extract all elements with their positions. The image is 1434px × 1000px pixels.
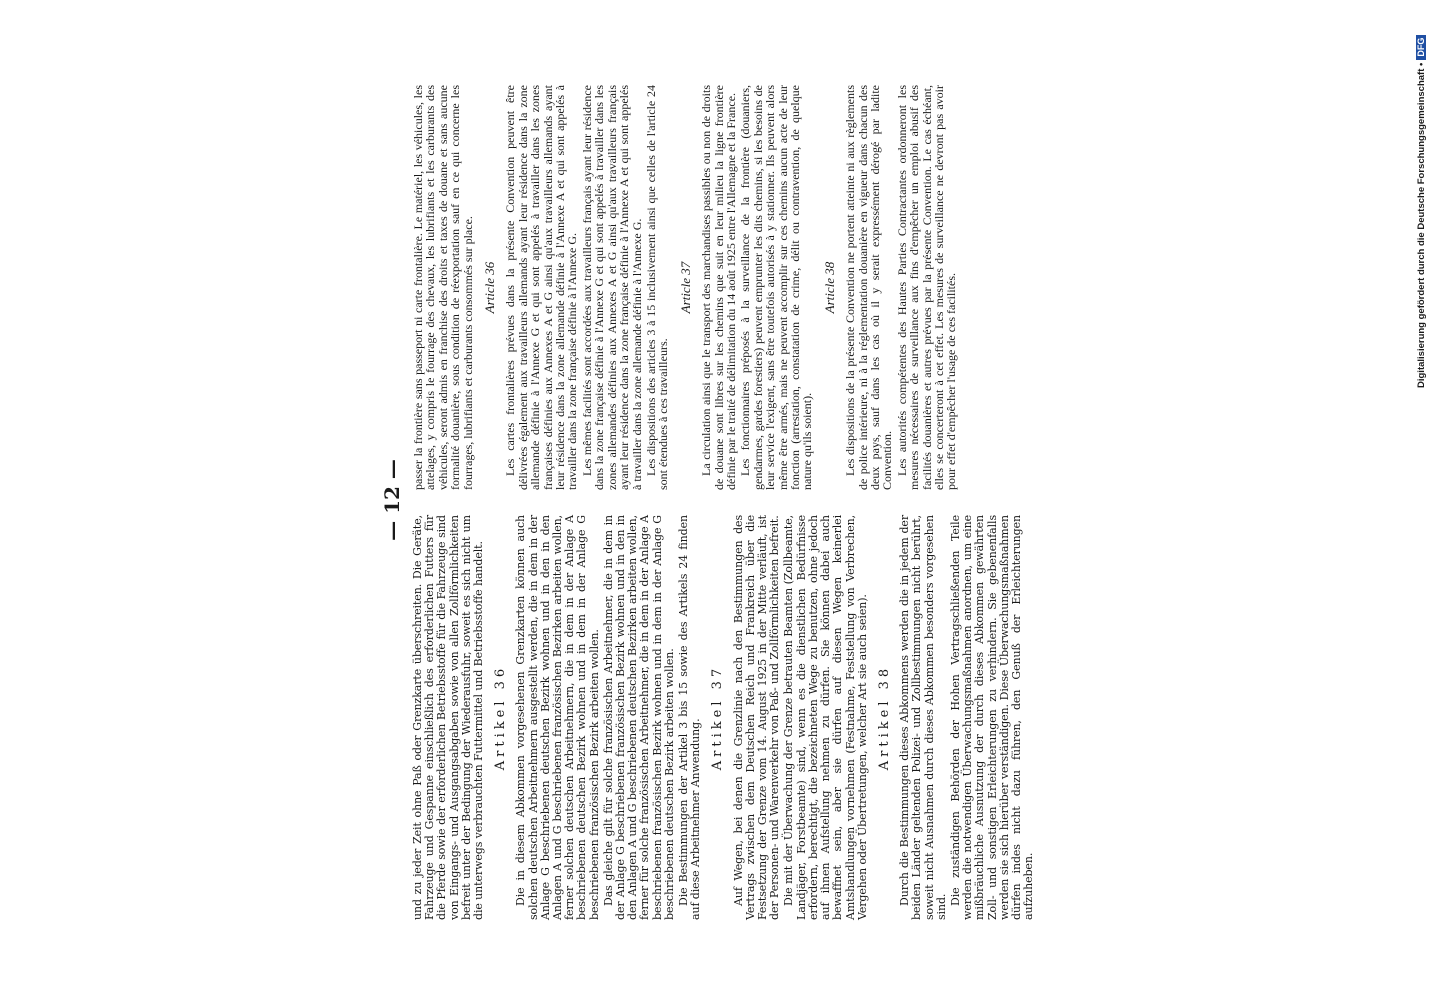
- french-article-36-paragraph-2: Les mêmes facilités sont accordées aux travailleurs français ayant leur résidence dans la zone française définie à l'Annexe G et qui sont appelés à travailler dans les zones allemandes définies aux Annexes A et G ainsi qu'aux travailleurs français ayant leur résidence dans la zone française définie à l'Annexe A et qui sont appelés à travailler dans la zone allemande définie à l'Annexe G.: [579, 85, 644, 490]
- french-article-37-paragraph-1: La circulation ainsi que le transport des marchandises passibles ou non de droits de douane sont libres sur les chemins que suit en leur milieu la ligne frontière définie par le traité de délimitation du 14 août 1925 entre l'Allemagne et la France.: [699, 85, 738, 490]
- french-article-38-paragraph-2: Les autorités compétentes des Hautes Parties Contractantes ordonneront les mesures nécessaires de surveillance aux fins d'empêcher un emploi abusif des facilités douanières et autres prévues par la présente Convention. Le cas échéant, elles se concerteront à cet effet. Les mesures de surveillance ne devront pas avoir pour effet d'empêcher l'usage de ces facilités.: [894, 85, 959, 490]
- french-article-37-paragraph-2: Les fonctionnaires préposés à la surveillance de la frontière (douaniers, gendarmes, gardes forestiers) peuvent emprunter les dits chemins, si les besoins de leur service l'exigent, sans être toutefois autorisés à y stationner. Ils peuvent alors même être armés, mais ne peuvent accomplir sur ces chemins aucun acte de leur fonction (arrestation, constatation de crime, délit ou contravention, de quelque nature qu'ils soient).: [738, 85, 815, 490]
- french-article-36-heading: Article 36: [482, 261, 498, 314]
- french-intro-paragraph: passer la frontière sans passeport ni carte frontalière. Le matériel, les véhicules, les attelages, y compris le fourrage des chevaux, les lubrifiants et les carburants des véhicules, seront admis en franchise des droits et taxes de douane et sans aucune formalité douanière, sous condition de réexportation sauf en ce qui concerne les fourrages, lubrifiants et carburants consommés sur place.: [411, 85, 475, 490]
- french-article-36-paragraph-1: Les cartes frontalières prévues dans la présente Convention peuvent être délivrées également aux travailleurs allemands ayant leur résidence dans la zone allemande définie à l'Annexe G et qui sont appelés à travailler dans les zones françaises définies aux Annexes A et G ainsi qu'aux travailleurs allemands ayant leur résidence dans la zone allemande définie à l'Annexe A et qui sont appelés à travailler dans la zone française définie à l'Annexe G.: [503, 85, 580, 490]
- german-article-38-paragraph-1: Durch die Bestimmungen dieses Abkommens werden die in jedem der beiden Länder geltenden Polizei- und Zollbestimmungen nicht berührt, soweit nicht Ausnahmen durch dieses Abkommen besonders vorgesehen sind.: [898, 515, 948, 920]
- french-article-37-heading: Article 37: [677, 261, 693, 314]
- german-column: [411, 515, 1036, 920]
- german-article-36-paragraph-3: Die Bestimmungen der Artikel 3 bis 15 sowie des Artikels 24 finden auf diese Arbeitnehmer Anwendung.: [677, 515, 703, 920]
- page-number: — 12 —: [380, 459, 404, 541]
- german-article-36-heading: Artikel 36: [493, 664, 509, 771]
- rotated-page-content: [380, 80, 1036, 920]
- german-article-37-paragraph-1: Auf Wegen, bei denen die Grenzlinie nach den Bestimmungen des Vertrags zwischen dem Deutschen Reich und Frankreich über die Festsetzung der Grenze vom 14. August 1925 in der Mitte verläuft, ist der Personen- und Warenverkehr von Paß- und Zollförmlichkeiten befreit.: [731, 515, 782, 920]
- german-article-36-paragraph-1: Die in diesem Abkommen vorgesehenen Grenzkarten können auch solchen deutschen Arbeitnehmern ausgestellt werden, die in dem in der Anlage G beschriebenen deutschen Bezirk wohnen und in den in den Anlagen A und G beschriebenen französischen Bezirken arbeiten wollen, ferner solchen deutschen Arbeitnehmern, die in dem in der Anlage A beschriebenen deutschen Bezirk wohnen und in dem in der Anlage G beschriebenen französischen Bezirk arbeiten wollen.: [514, 515, 601, 920]
- german-article-37-heading: Artikel 37: [710, 664, 726, 771]
- dfg-logo: DFG: [1416, 35, 1426, 60]
- attribution-text: Digitalisierung gefördert durch die Deutsche Forschungsgemeinschaft •: [1416, 62, 1427, 388]
- german-article-38-heading: Artikel 38: [876, 664, 892, 771]
- french-article-38-paragraph-1: Les dispositions de la présente Convention ne portent atteinte ni aux règlements de police intérieure, ni à la réglementation douanière en vigueur dans chacun des deux pays, sauf dans les cas où il y serait expressément dérogé par ladite Convention.: [843, 85, 895, 490]
- french-article-38-heading: Article 38: [821, 261, 837, 314]
- german-article-36-paragraph-2: Das gleiche gilt für solche französischen Arbeitnehmer, die in dem in der Anlage G beschriebenen französischen Bezirk wohnen und in den in den Anlagen A und G beschriebenen deutschen Bezirken arbeiten wollen, ferner für solche französischen Arbeitnehmer, die in dem in der Anlage A beschriebenen französischen Bezirk wohnen und in dem in der Anlage G beschriebenen deutschen Bezirk arbeiten wollen.: [601, 515, 676, 920]
- german-article-37-paragraph-2: Die mit der Überwachung der Grenze betrauten Beamten (Zollbeamte, Landjäger, Forstbeamte) sind, wenn es die dienstlichen Bedürfnisse erfordern, berechtigt, die bezeichneten Wege zu benutzen, ohne jedoch auf ihnen Aufstellung nehmen zu dürfen. Sie können dabei auch bewaffnet sein, aber sie dürfen auf diesen Wegen keinerlei Amtshandlungen vornehmen (Festnahme, Feststellung von Verbrechen, Vergehen oder Übertretungen, welcher Art sie auch seien).: [782, 515, 869, 920]
- german-article-38-paragraph-2: Die zuständigen Behörden der Hohen Vertragschließenden Teile werden die notwendigen Überwachungsmaßnahmen anordnen, um eine mißbräuchliche Ausnutzung der durch dieses Abkommen gewährten Zoll- und sonstigen Erleichterungen zu verhindern. Sie gebenenfalls werden sie sich hierüber verständigen. Diese Überwachungsmaßnahmen dürfen indes nicht dazu führen, den Genuß der Erleichterungen aufzuheben.: [948, 515, 1036, 920]
- french-article-36-paragraph-3: Les dispositions des articles 3 à 15 inclusivement ainsi que celles de l'article 24 sont étendues à ces travailleurs.: [643, 85, 671, 490]
- digitization-attribution: [1416, 8, 1430, 388]
- french-column: [411, 85, 959, 490]
- german-intro-paragraph: und zu jeder Zeit ohne Paß oder Grenzkarte überschreiten. Die Geräte, Fahrzeuge und Gespanne einschließlich des erforderlichen Futters für die Pferde sowie der erforderlichen Betriebsstoffe für die Fahrzeuge sind von Eingangs- und Ausgangsabgaben sowie von allen Zollförmlichkeiten befreit unter der Bedingung der Wiederausfuhr, soweit es sich nicht um die unterwegs verbrauchten Futtermittel und Betriebsstoffe handelt.: [411, 515, 486, 920]
